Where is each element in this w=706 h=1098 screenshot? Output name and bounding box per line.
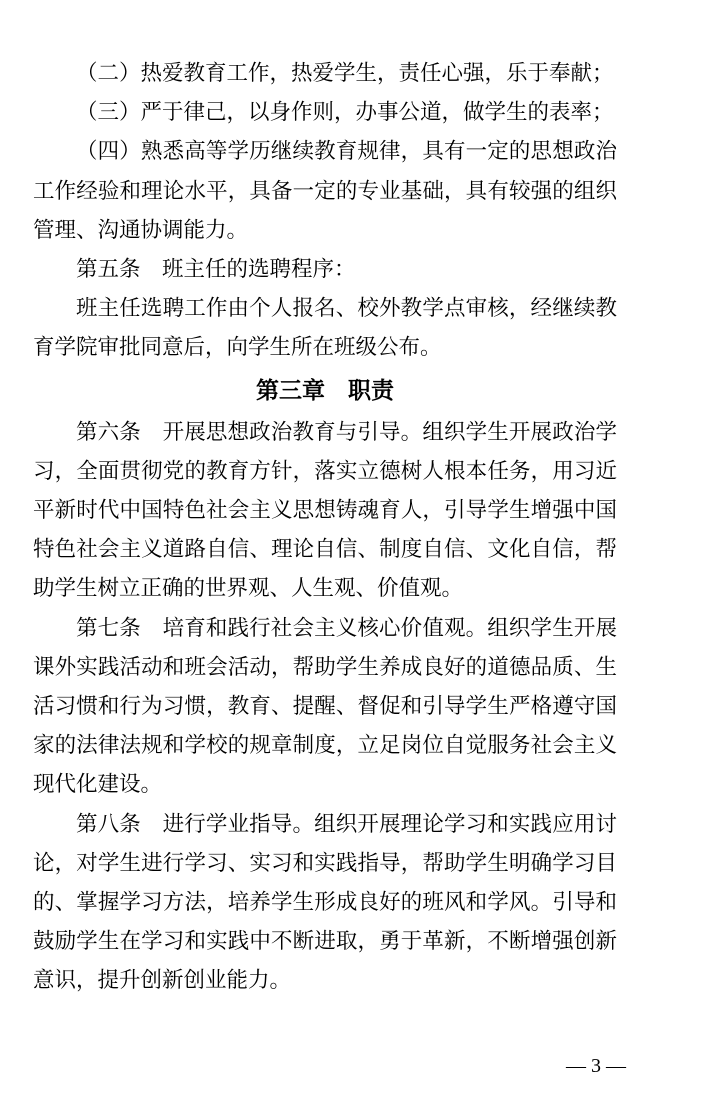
chapter-3-heading: 第三章 职责	[256, 376, 394, 403]
page-number: — 3 —	[566, 1055, 626, 1077]
article-5-body: 班主任选聘工作由个人报名、校外教学点审核，经继续教育学院审批同意后，向学生所在班级公布。	[33, 296, 617, 360]
clause-4-item: （四）熟悉高等学历继续教育规律，具有一定的思想政治工作经验和理论水平，具备一定的专业基础，具有较强的组织管理、沟通协调能力。	[33, 139, 617, 242]
article-6-body: 第六条 开展思想政治教育与引导。组织学生开展政治学习，全面贯彻党的教育方针，落实立德树人根本任务，用习近平新时代中国特色社会主义思想铸魂育人，引导学生增强中国特色社会主义道路自信、理论自信、制度自信、文化自信，帮助学生树立正确的世界观、人生观、价值观。	[33, 419, 617, 601]
article-8-body: 第八条 进行学业指导。组织开展理论学习和实践应用讨论，对学生进行学习、实习和实践指导，帮助学生明确学习目的、掌握学习方法，培养学生形成良好的班风和学风。引导和鼓励学生在学习和实践中不断进取，勇于革新，不断增强创新意识，提升创新创业能力。	[33, 811, 617, 993]
document-body	[33, 54, 617, 1001]
clause-2-item: （二）热爱教育工作，热爱学生，责任心强，乐于奉献；	[76, 61, 614, 85]
clause-3-item: （三）严于律己，以身作则，办事公道，做学生的表率；	[76, 100, 614, 125]
article-5-title: 第五条 班主任的选聘程序：	[76, 257, 356, 282]
article-7-body: 第七条 培育和践行社会主义核心价值观。组织学生开展课外实践活动和班会活动，帮助学生养成良好的道德品质、生活习惯和行为习惯，教育、提醒、督促和引导学生严格遵守国家的法律法规和学校的规章制度，立足岗位自觉服务社会主义现代化建设。	[33, 615, 617, 797]
